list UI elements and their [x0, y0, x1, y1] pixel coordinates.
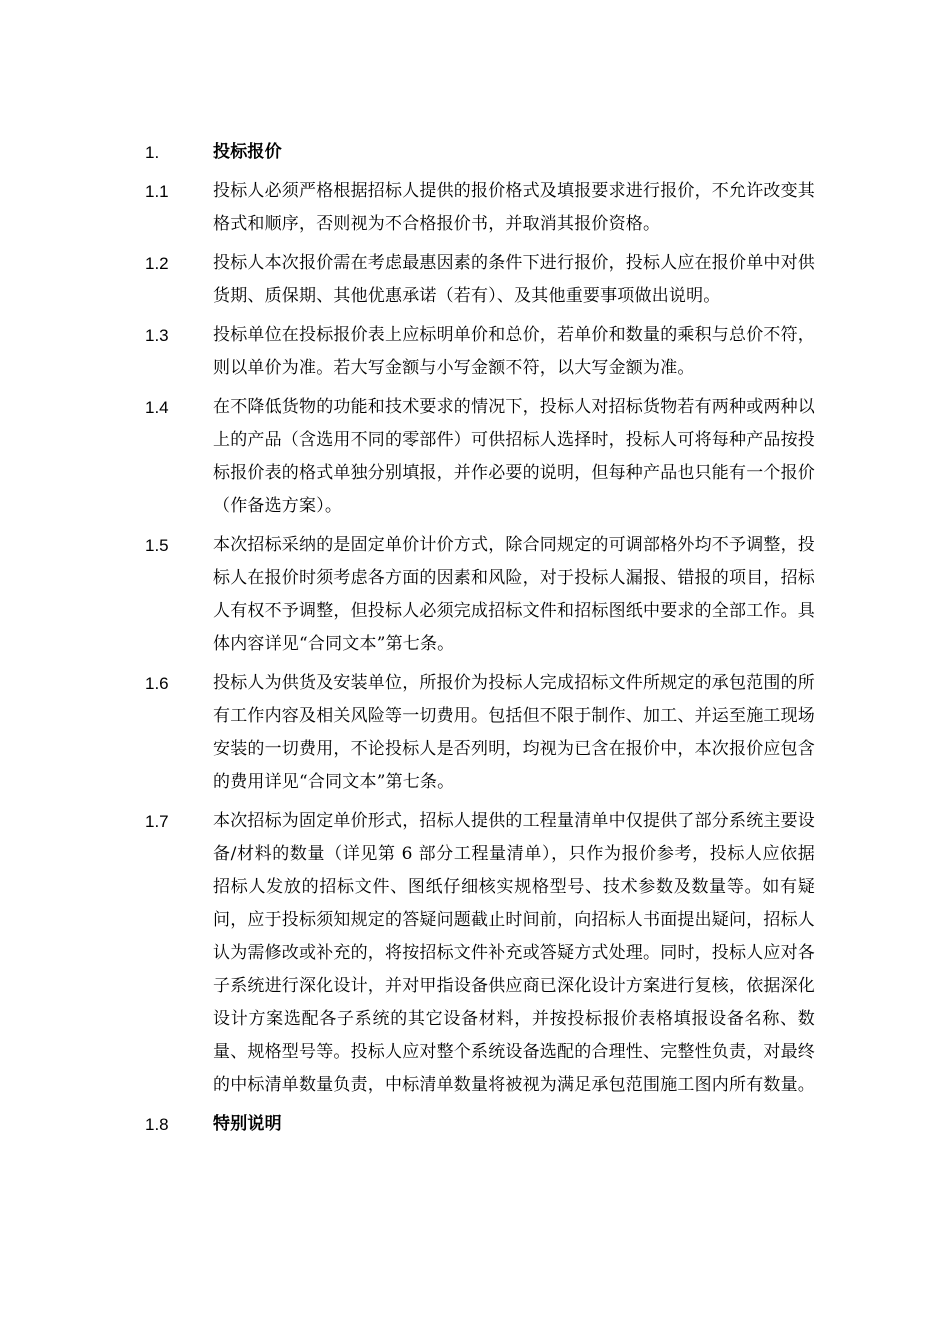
clause-text: 投标人本次报价需在考虑最惠因素的条件下进行报价，投标人应在报价单中对供货期、质保期、其他优惠承诺（若有）、及其他重要事项做出说明。	[213, 253, 815, 306]
clause-1-7	[145, 805, 825, 1102]
special-number: 1.8	[145, 1115, 169, 1134]
clause-number: 1.5	[145, 536, 169, 555]
section-heading	[145, 136, 825, 169]
clause-text: 投标单位在投标报价表上应标明单价和总价，若单价和数量的乘积与总价不符，则以单价为准。若大写金额与小写金额不符，以大写金额为准。	[213, 325, 815, 378]
clause-text: 在不降低货物的功能和技术要求的情况下，投标人对招标货物若有两种或两种以上的产品（含选用不同的零部件）可供招标人选择时，投标人可将每种产品按投标报价表的格式单独分别填报，并作必要的说明，但每种产品也只能有一个报价（作备选方案）。	[213, 397, 815, 516]
clause-number: 1.6	[145, 674, 169, 693]
clause-number: 1.7	[145, 812, 169, 831]
clause-text: 投标人必须严格根据招标人提供的报价格式及填报要求进行报价，不允许改变其格式和顺序，否则视为不合格报价书，并取消其报价资格。	[213, 181, 815, 234]
special-title: 特别说明	[213, 1114, 282, 1134]
section-title: 投标报价	[213, 142, 282, 162]
clause-1-1	[145, 175, 825, 241]
clause-number: 1.3	[145, 326, 169, 345]
special-heading	[145, 1108, 825, 1141]
clause-1-3	[145, 319, 825, 385]
clause-1-5	[145, 529, 825, 661]
clause-1-2	[145, 247, 825, 313]
clause-number: 1.2	[145, 254, 169, 273]
clause-text: 本次招标采纳的是固定单价计价方式，除合同规定的可调部格外均不予调整，投标人在报价时须考虑各方面的因素和风险，对于投标人漏报、错报的项目，招标人有权不予调整，但投标人必须完成招标文件和招标图纸中要求的全部工作。具体内容详见“合同文本”第七条。	[213, 535, 815, 654]
document-content	[145, 136, 825, 1147]
clause-number: 1.1	[145, 182, 169, 201]
clause-text: 投标人为供货及安装单位，所报价为投标人完成招标文件所规定的承包范围的所有工作内容及相关风险等一切费用。包括但不限于制作、加工、并运至施工现场安装的一切费用，不论投标人是否列明，均视为已含在报价中，本次报价应包含的费用详见“合同文本”第七条。	[213, 673, 815, 792]
clause-1-6	[145, 667, 825, 799]
section-number: 1.	[145, 143, 160, 162]
clause-1-4	[145, 391, 825, 523]
clause-text: 本次招标为固定单价形式，招标人提供的工程量清单中仅提供了部分系统主要设备/材料的数量（详见第 6 部分工程量清单），只作为报价参考，投标人应依据招标人发放的招标文件、图纸仔细核实规格型号、技术参数及数量等。如有疑问，应于投标须知规定的答疑问题截止时间前，向招标人书面提出疑问，招标人认为需修改或补充的，将按招标文件补充或答疑方式处理。同时，投标人应对各子系统进行深化设计，并对甲指设备供应商已深化设计方案进行复核，依据深化设计方案选配各子系统的其它设备材料，并按投标报价表格填报设备名称、数量、规格型号等。投标人应对整个系统设备选配的合理性、完整性负责，对最终的中标清单数量负责，中标清单数量将被视为满足承包范围施工图内所有数量。	[213, 811, 815, 1095]
clause-number: 1.4	[145, 398, 169, 417]
